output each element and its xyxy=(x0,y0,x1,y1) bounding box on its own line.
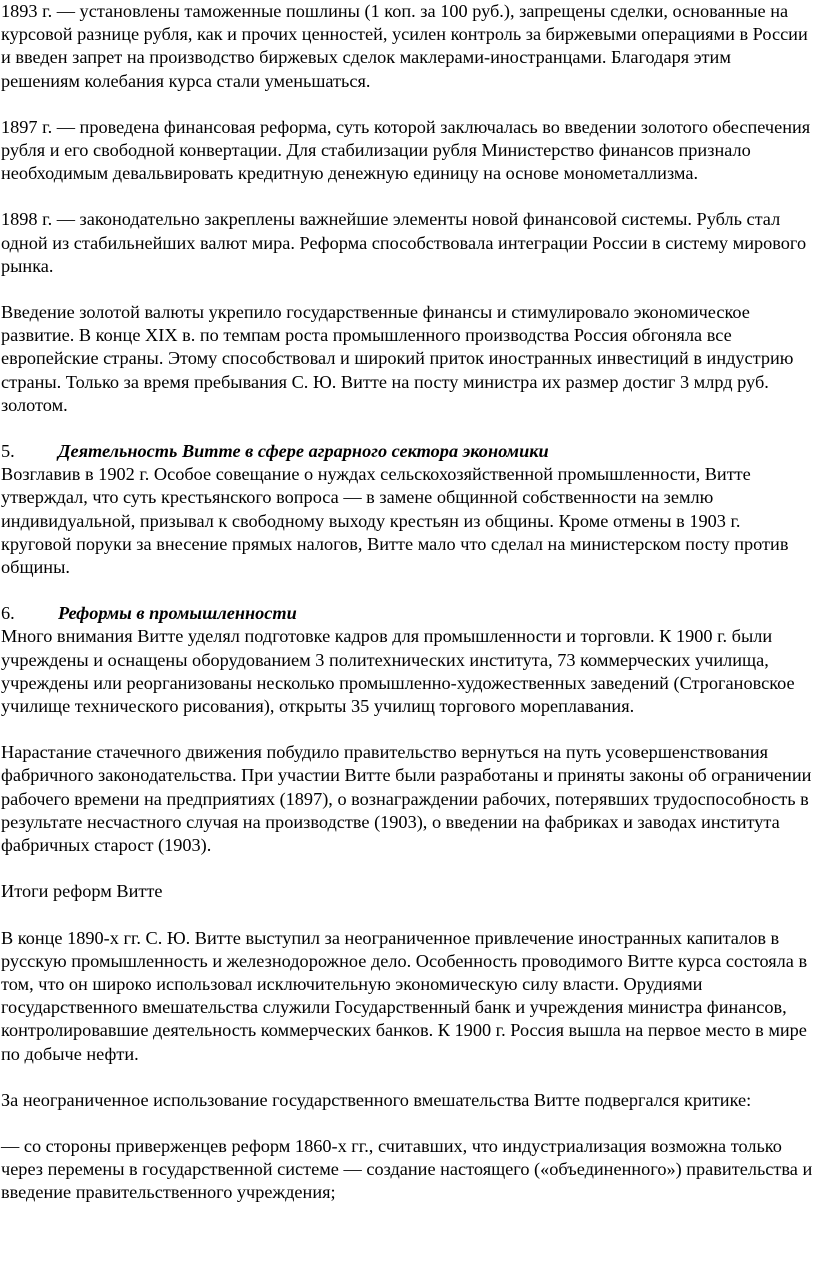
paragraph-foreign-capital: В конце 1890-х гг. С. Ю. Витте выступил за неограниченное привлечение иностранных капиталов в русскую промышленность и железнодорожное дело. Особенность проводимого Витте курса состояла в том, что он широко использовал исключительную экономическую силу власти. Орудиями государственного вмешательства служили Государственный банк и учреждения министра финансов, контролировавшие деятельность коммерческих банков. К 1900 г. Россия вышла на первое место в мире по добыче нефти. xyxy=(1,927,808,1064)
section-5-heading xyxy=(1,440,813,463)
paragraph-gap xyxy=(1,278,813,301)
section-6-heading xyxy=(1,602,813,625)
paragraph-gap xyxy=(1,857,813,880)
paragraph-1893: 1893 г. — установлены таможенные пошлины (1 коп. за 100 руб.), запрещены сделки, основанные на курсовой разнице рубля, как и прочих ценностей, усилен контроль за биржевыми операциями в России и введен запрет на производство биржевых сделок маклерами-иностранцами. Благодаря этим решениям колебания курса стали уменьшаться. xyxy=(1,1,808,91)
paragraph-gap xyxy=(1,718,813,741)
document-page xyxy=(1,0,813,1205)
section-6-text: Много внимания Витте уделял подготовке кадров для промышленности и торговли. К 1900 г. были учреждены и оснащены оборудованием 3 политехнических института, 73 коммерческих училища, учреждены или реорганизованы несколько промышленно-художественных заведений (Строгановское училище технического рисования), открыты 35 училищ торгового мореплавания. xyxy=(1,626,795,717)
section-6-number: 6. xyxy=(1,603,15,624)
paragraph-gap xyxy=(1,185,813,208)
section-5-number: 5. xyxy=(1,441,15,462)
paragraph-gap xyxy=(1,579,813,602)
section-6-title: Реформы в промышленности xyxy=(58,603,297,624)
paragraph-1898: 1898 г. — законодательно закреплены важнейшие элементы новой финансовой системы. Рубль стал одной из стабильнейших валют мира. Реформа способствовала интеграции России в систему мирового рынка. xyxy=(1,209,807,276)
paragraph-gap xyxy=(1,417,813,440)
paragraph-gap xyxy=(1,93,813,116)
results-heading: Итоги реформ Витте xyxy=(1,881,163,902)
paragraph-gap xyxy=(1,1112,813,1135)
paragraph-gap xyxy=(1,904,813,927)
paragraph-gap xyxy=(1,1066,813,1089)
section-5-text: Возглавив в 1902 г. Особое совещание о нуждах сельскохозяйственной промышленности, Витте утверждал, что суть крестьянского вопроса — в замене общинной собственности на землю индивидуальной, призывал к свободному выходу крестьян из общины. Кроме отмены в 1903 г. круговой поруки за внесение прямых налогов, Витте мало что сделал на министерском посту против общины. xyxy=(1,464,789,578)
paragraph-criticism: За неограниченное использование государственного вмешательства Витте подвергался критике: xyxy=(1,1089,752,1110)
paragraph-gold-currency: Введение золотой валюты укрепило государственные финансы и стимулировало экономическое развитие. В конце XIX в. по темпам роста промышленного производства Россия обгоняла все европейские страны. Этому способствовал и широкий приток иностранных инвестиций в индустрию страны. Только за время пребывания С. Ю. Витте на посту министра их размер достиг 3 млрд руб. золотом. xyxy=(1,302,794,415)
paragraph-factory-legislation: Нарастание стачечного движения побудило правительство вернуться на путь усовершенствования фабричного законодательства. При участии Витте были разработаны и приняты законы об ограничении рабочего времени на предприятиях (1897), о вознаграждении рабочих, потерявших трудоспособность в результате несчастного случая на производстве (1903), о введении на фабриках и заводах института фабричных старост (1903). xyxy=(1,742,812,856)
paragraph-reform-supporters: — со стороны приверженцев реформ 1860-х гг., считавших, что индустриализация возможна только через перемены в государственной системе — создание настоящего («объединенного») правительства и введение правительственного учреждения; xyxy=(1,1135,813,1203)
section-5-title: Деятельность Витте в сфере аграрного сектора экономики xyxy=(58,441,549,462)
paragraph-1897: 1897 г. — проведена финансовая реформа, суть которой заключалась во введении золотого обеспечения рубля и его свободной конвертации. Для стабилизации рубля Министерство финансов признало необходимым девальвировать кредитную денежную единицу на основе монометаллизма. xyxy=(1,116,811,184)
